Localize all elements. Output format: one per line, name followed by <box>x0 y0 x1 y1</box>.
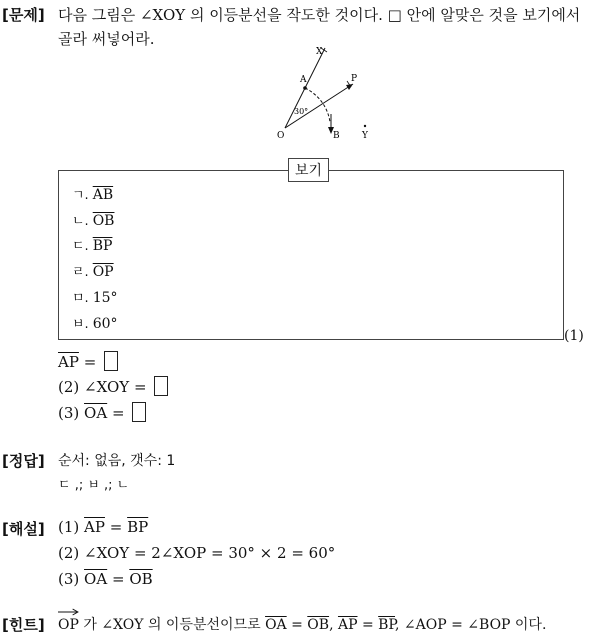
hint-vector <box>58 617 79 633</box>
hint-eq-2: = <box>361 617 374 633</box>
hint-comma: , <box>329 617 334 633</box>
explanation-tag: [해설] <box>2 520 45 538</box>
bogi-option-value: $\overline{BP}$ <box>92 238 113 254</box>
question-1 <box>58 351 118 371</box>
e1-equals: = <box>109 518 123 536</box>
bogi-option <box>72 235 112 254</box>
problem-tag: [문제] <box>2 6 45 24</box>
point-a <box>303 86 307 90</box>
bogi-option-key: ㄷ. <box>72 239 89 254</box>
q3-answer-box[interactable] <box>132 402 146 422</box>
e3-number: (3) <box>58 570 80 588</box>
point-y <box>364 125 366 127</box>
q3-number: (3) <box>58 404 80 422</box>
angle-label: 30° <box>294 107 309 116</box>
q2-number: (2) <box>58 378 80 396</box>
hint-eq-1: = <box>291 617 303 633</box>
bogi-option-key: ㅁ. <box>72 291 89 306</box>
hint-seg-1: $\overline{OA}$ <box>265 617 287 633</box>
bogi-option-value: $\overline{AB}$ <box>92 187 114 203</box>
answer-line2: ㄷ ,; ㅂ ,; ㄴ <box>58 478 130 493</box>
question-1-number: (1) <box>564 328 584 344</box>
question-3 <box>58 402 146 422</box>
explanation-2: (2) ∠XOY = 2∠XOP = 30° × 2 = 60° <box>58 544 336 562</box>
construction-arc <box>305 88 330 122</box>
hint-vector-label: OP <box>58 617 79 633</box>
explanation-1 <box>58 518 148 536</box>
label-a: A <box>300 75 307 85</box>
hint-seg-3: $\overline{AP}$ <box>337 617 358 633</box>
hint-text-1: 가 ∠XOY 의 이등분선이므로 <box>83 617 261 633</box>
problem-text-line1: 다음 그림은 ∠XOY 의 이등분선을 작도한 것이다. □ 안에 알맞은 것을 보기에서 <box>58 6 581 24</box>
vector-arrow-icon <box>58 608 79 616</box>
question-2 <box>58 376 168 396</box>
e3-right: $\overline{OB}$ <box>129 570 153 588</box>
bogi-option-key: ㄴ. <box>72 214 89 229</box>
hint-text <box>58 614 546 634</box>
problem-text-line2: 골라 써넣어라. <box>58 30 155 48</box>
bogi-option-key: ㄹ. <box>72 265 89 280</box>
q2-text: ∠XOY = <box>84 378 147 396</box>
bogi-option <box>72 184 113 203</box>
answer-line1: 순서: 없음, 갯수: 1 <box>58 453 176 469</box>
bogi-option-value: 60° <box>92 316 118 332</box>
angle-bisector-diagram <box>265 42 385 144</box>
label-o: O <box>277 131 285 141</box>
label-b: B <box>333 131 340 141</box>
e3-left: $\overline{OA}$ <box>84 570 108 588</box>
bogi-option-value: $\overline{OB}$ <box>92 213 115 229</box>
label-y: Y <box>362 131 368 141</box>
e1-number: (1) <box>58 518 80 536</box>
e3-equals: = <box>111 570 125 588</box>
bogi-option-key: ㅂ. <box>72 317 89 332</box>
bogi-option <box>72 210 114 229</box>
e1-right: $\overline{BP}$ <box>127 518 149 536</box>
bogi-option-key: ㄱ. <box>72 188 89 203</box>
hint-seg-4: $\overline{BP}$ <box>378 617 396 633</box>
q1-segment: $\overline{AP}$ <box>58 353 79 371</box>
q2-answer-box[interactable] <box>154 376 168 396</box>
e1-left: $\overline{AP}$ <box>84 518 105 536</box>
q1-equals: = <box>83 353 97 371</box>
bogi-option <box>72 287 118 306</box>
explanation-3 <box>58 570 153 588</box>
label-p: P <box>351 74 358 84</box>
bogi-option-value: 15° <box>92 290 118 306</box>
answer-tag: [정답] <box>2 452 45 470</box>
hint-seg-2: $\overline{OB}$ <box>307 617 330 633</box>
bogi-option <box>72 313 118 332</box>
bogi-option-value: $\overline{OP}$ <box>92 264 114 280</box>
bogi-option <box>72 261 114 280</box>
bogi-title: 보기 <box>288 158 329 182</box>
q1-answer-box[interactable] <box>104 351 118 371</box>
q3-segment: $\overline{OA}$ <box>84 404 108 422</box>
hint-text-2: , ∠AOP = ∠BOP 이다. <box>395 617 547 633</box>
ray-op <box>285 84 353 128</box>
hint-tag: [힌트] <box>2 616 45 634</box>
q3-equals: = <box>111 404 125 422</box>
label-x: X <box>316 47 323 57</box>
bogi-box <box>58 170 564 340</box>
